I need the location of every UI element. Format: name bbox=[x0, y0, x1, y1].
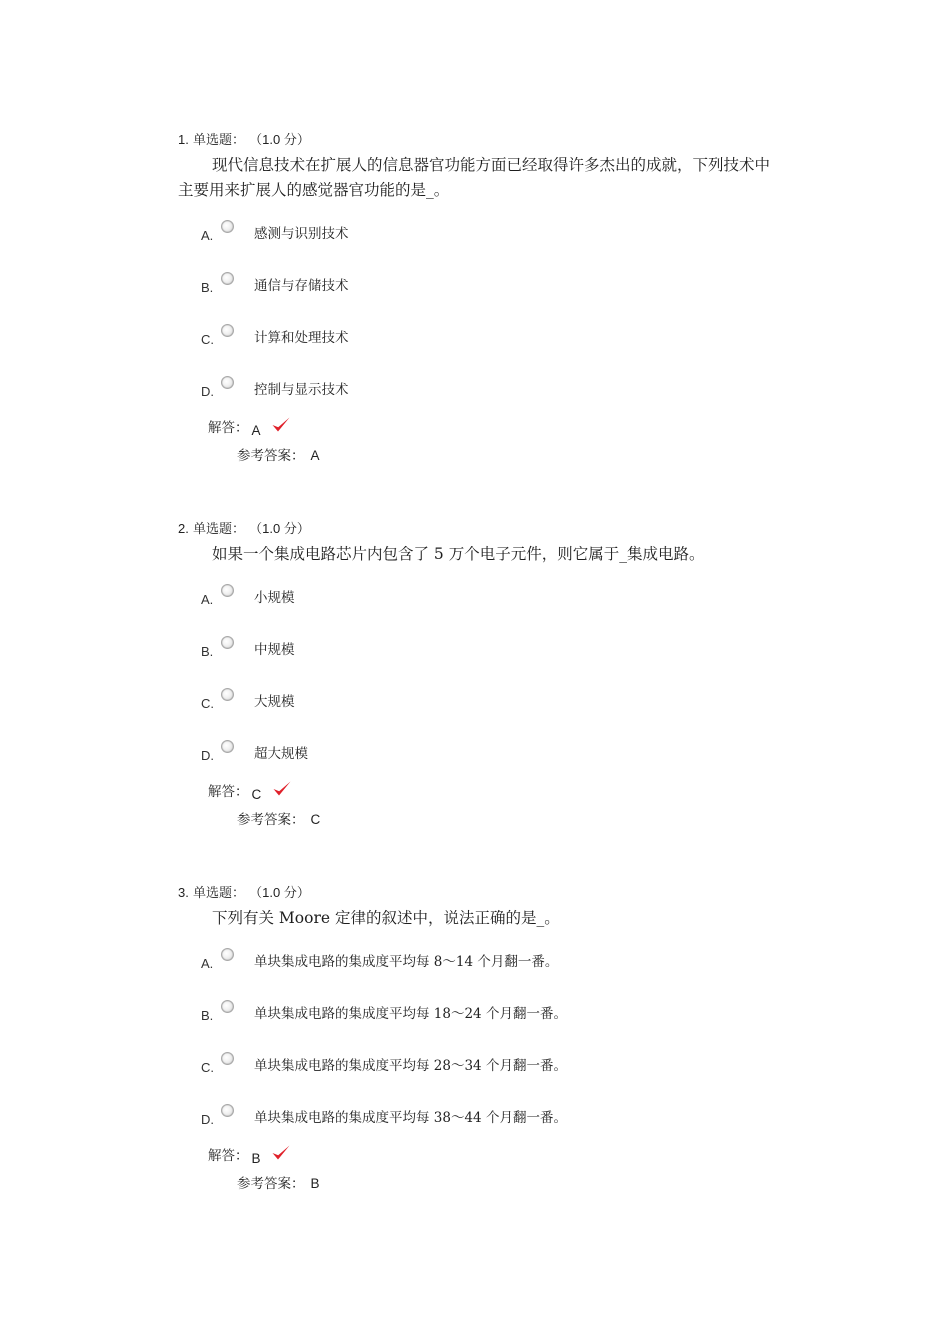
reference-label: 参考答案： bbox=[237, 1176, 305, 1192]
answer-label: 解答： bbox=[208, 420, 249, 436]
question-score: （1.0 分） bbox=[249, 885, 310, 900]
option-letter: D. bbox=[201, 748, 214, 763]
radio-button-icon[interactable] bbox=[221, 376, 234, 389]
checkmark-icon bbox=[272, 780, 292, 798]
option-letter: D. bbox=[201, 1112, 214, 1127]
reference-value: C bbox=[310, 812, 321, 827]
answer-label: 解答： bbox=[208, 1148, 249, 1164]
checkmark-icon bbox=[271, 416, 291, 434]
radio-button-icon[interactable] bbox=[221, 1000, 234, 1013]
question-type: 单选题： bbox=[192, 522, 245, 537]
question-number: 1. bbox=[178, 132, 189, 147]
option-text: 感测与识别技术 bbox=[254, 226, 349, 242]
option-letter: C. bbox=[201, 696, 214, 711]
radio-button-icon[interactable] bbox=[221, 1052, 234, 1065]
question-number: 3. bbox=[178, 885, 189, 900]
question-score: （1.0 分） bbox=[249, 521, 310, 536]
question-stem: 现代信息技术在扩展人的信息器官功能方面已经取得许多杰出的成就，下列技术中主要用来扩展人的感觉器官功能的是_。 bbox=[178, 156, 771, 199]
option-text: 通信与存储技术 bbox=[254, 278, 349, 294]
answer-label: 解答： bbox=[208, 784, 249, 800]
answer-line bbox=[208, 416, 291, 436]
option-letter: A. bbox=[201, 956, 214, 971]
question-stem: 下列有关 Moore 定律的叙述中，说法正确的是_。 bbox=[212, 909, 560, 927]
question-number: 2. bbox=[178, 521, 189, 536]
question-header bbox=[178, 129, 310, 148]
question-type: 单选题： bbox=[192, 133, 245, 148]
radio-button-icon[interactable] bbox=[221, 1104, 234, 1117]
radio-button-icon[interactable] bbox=[221, 688, 234, 701]
question-score: （1.0 分） bbox=[249, 132, 310, 147]
radio-button-icon[interactable] bbox=[221, 272, 234, 285]
radio-button-icon[interactable] bbox=[221, 584, 234, 597]
reference-label: 参考答案： bbox=[237, 812, 305, 828]
radio-button-icon[interactable] bbox=[221, 948, 234, 961]
reference-label: 参考答案： bbox=[237, 448, 305, 464]
reference-value: B bbox=[310, 1176, 320, 1191]
reference-answer-line bbox=[237, 808, 320, 828]
radio-button-icon[interactable] bbox=[221, 324, 234, 337]
reference-answer-line bbox=[237, 1172, 320, 1192]
option-text: 中规模 bbox=[254, 642, 295, 658]
option-letter: A. bbox=[201, 228, 214, 243]
option-text: 超大规模 bbox=[254, 746, 308, 762]
option-text: 单块集成电路的集成度平均每 8～14 个月翻一番。 bbox=[254, 954, 559, 970]
option-letter: A. bbox=[201, 592, 214, 607]
answer-value: A bbox=[251, 423, 261, 438]
question-header bbox=[178, 882, 310, 901]
answer-line bbox=[208, 780, 292, 800]
option-text: 单块集成电路的集成度平均每 38～44 个月翻一番。 bbox=[254, 1110, 567, 1126]
option-letter: D. bbox=[201, 384, 214, 399]
reference-value: A bbox=[310, 448, 320, 463]
checkmark-icon bbox=[271, 1144, 291, 1162]
option-letter: C. bbox=[201, 332, 214, 347]
option-letter: B. bbox=[201, 644, 214, 659]
option-letter: B. bbox=[201, 1008, 214, 1023]
radio-button-icon[interactable] bbox=[221, 636, 234, 649]
option-text: 单块集成电路的集成度平均每 18～24 个月翻一番。 bbox=[254, 1006, 567, 1022]
option-text: 大规模 bbox=[254, 694, 295, 710]
option-text: 小规模 bbox=[254, 590, 295, 606]
question-header bbox=[178, 518, 310, 537]
question-type: 单选题： bbox=[192, 886, 245, 901]
option-text: 计算和处理技术 bbox=[254, 330, 349, 346]
radio-button-icon[interactable] bbox=[221, 740, 234, 753]
answer-line bbox=[208, 1144, 291, 1164]
option-text: 控制与显示技术 bbox=[254, 382, 349, 398]
answer-value: C bbox=[251, 787, 262, 802]
question-stem: 如果一个集成电路芯片内包含了 5 万个电子元件，则它属于_集成电路。 bbox=[212, 545, 705, 563]
radio-button-icon[interactable] bbox=[221, 220, 234, 233]
option-letter: B. bbox=[201, 280, 214, 295]
reference-answer-line bbox=[237, 444, 320, 464]
option-text: 单块集成电路的集成度平均每 28～34 个月翻一番。 bbox=[254, 1058, 567, 1074]
answer-value: B bbox=[251, 1151, 261, 1166]
option-letter: C. bbox=[201, 1060, 214, 1075]
